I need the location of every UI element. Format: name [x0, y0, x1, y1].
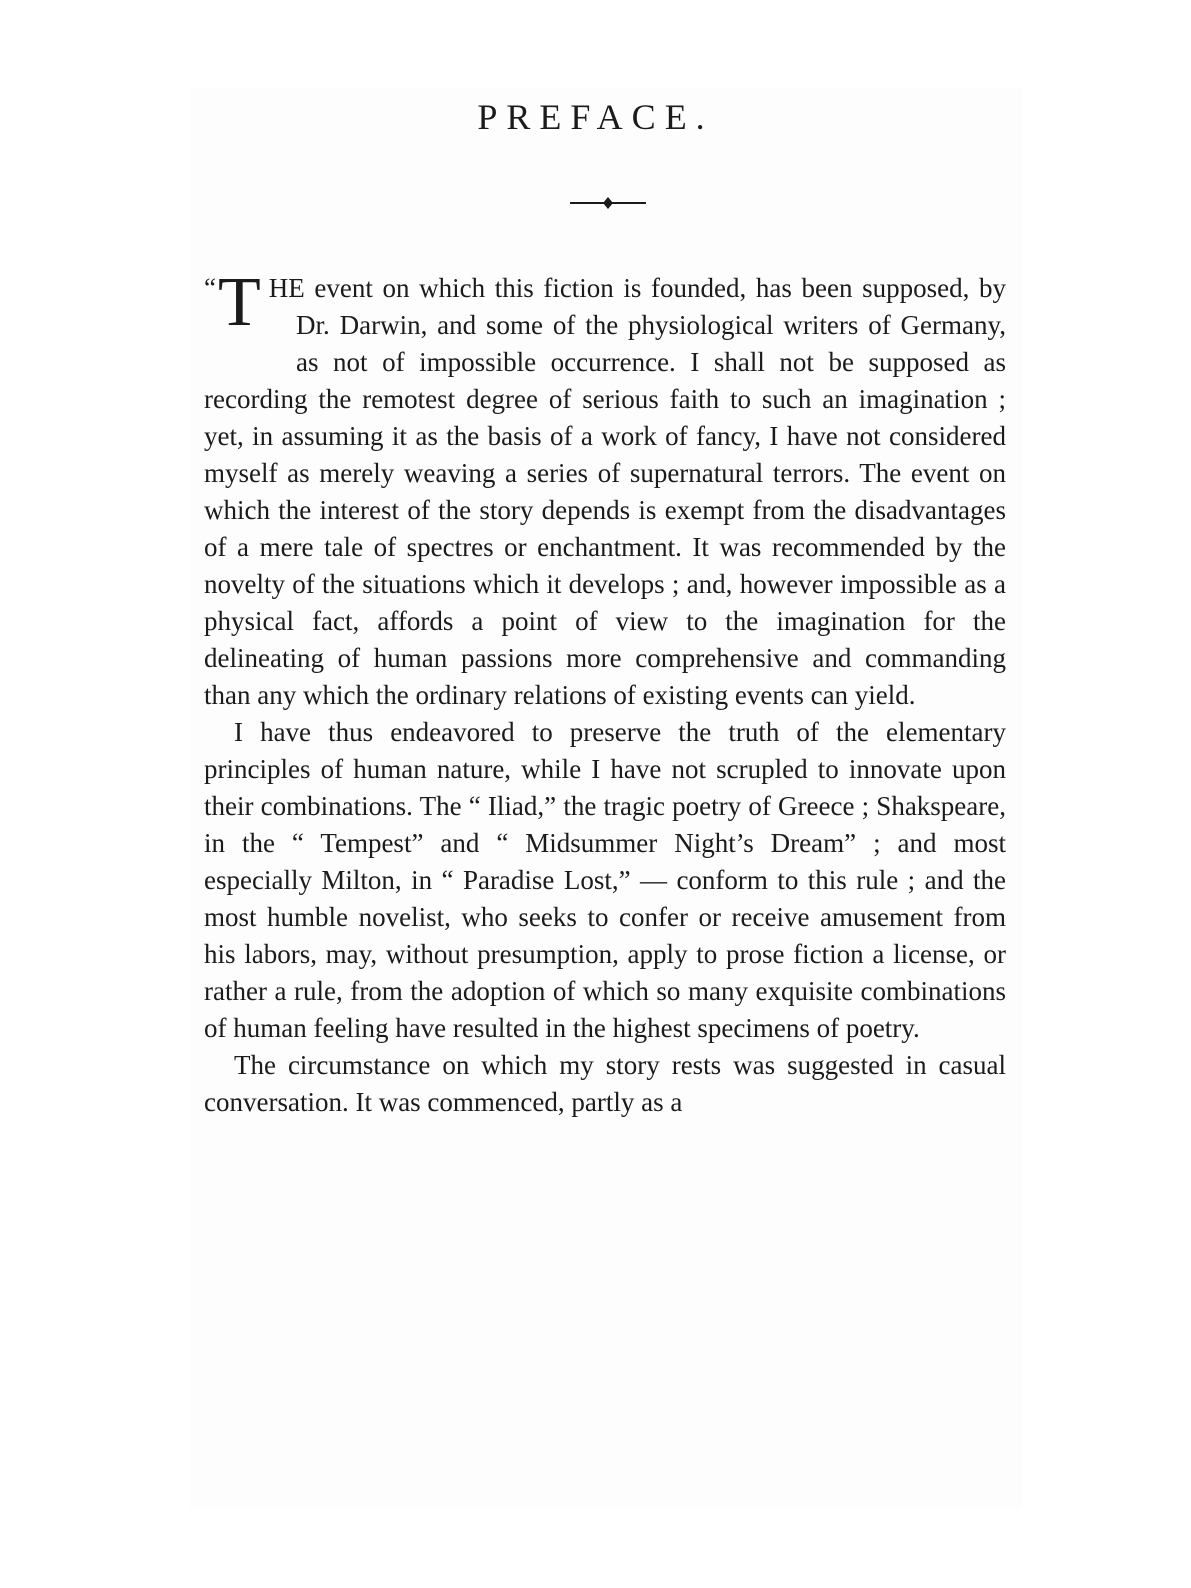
page-title: PREFACE. [477, 97, 714, 137]
drop-cap: T [217, 264, 261, 341]
drop-cap-spacer [204, 330, 296, 367]
opening-quote: “ [204, 273, 216, 303]
paragraph-3: The circumstance on which my story rests was suggested in casual conversation. It was commenced, partly as a [204, 1050, 1006, 1117]
preface-body [204, 264, 1006, 1121]
paragraph-2: I have thus endeavored to preserve the truth of the elementary principles of human nature, while I have not scrupled to innovate upon their combinations. The “ Iliad,” the tragic poetry of Greece ; Shakspeare, in the “ Tempest” and “ Midsummer Night’s Dream” ; and most especially Milton, in “ Paradise Lost,” — conform to this rule ; and the most humble novelist, who seeks to confer or receive amusement from his labors, may, without presumption, apply to prose fiction a license, or rather a rule, from the adoption of which so many exquisite combinations of human feeling have resulted in the highest specimens of poetry. [204, 717, 1006, 1043]
diamond-rule-icon [568, 195, 648, 211]
paragraph-1-text: HE event on which this fiction is founded, has been supposed, by Dr. Darwin, and some of the physiological writers of Germany, as not of impossible occurrence. I shall not be supposed as recording the remotest degree of serious faith to such an imagination ; yet, in assuming it as the basis of a work of fancy, I have not considered myself as merely weaving a series of supernatural terrors. The event on which the interest of the story depends is exempt from the disadvantages of a mere tale of spectres or enchantment. It was recommended by the novelty of the situations which it develops ; and, however impossible as a physical fact, affords a point of view to the imagination for the delineating of human passions more comprehensive and commanding than any which the ordinary relations of existing events can yield. [204, 273, 1006, 710]
paragraph-1 [204, 264, 1006, 714]
